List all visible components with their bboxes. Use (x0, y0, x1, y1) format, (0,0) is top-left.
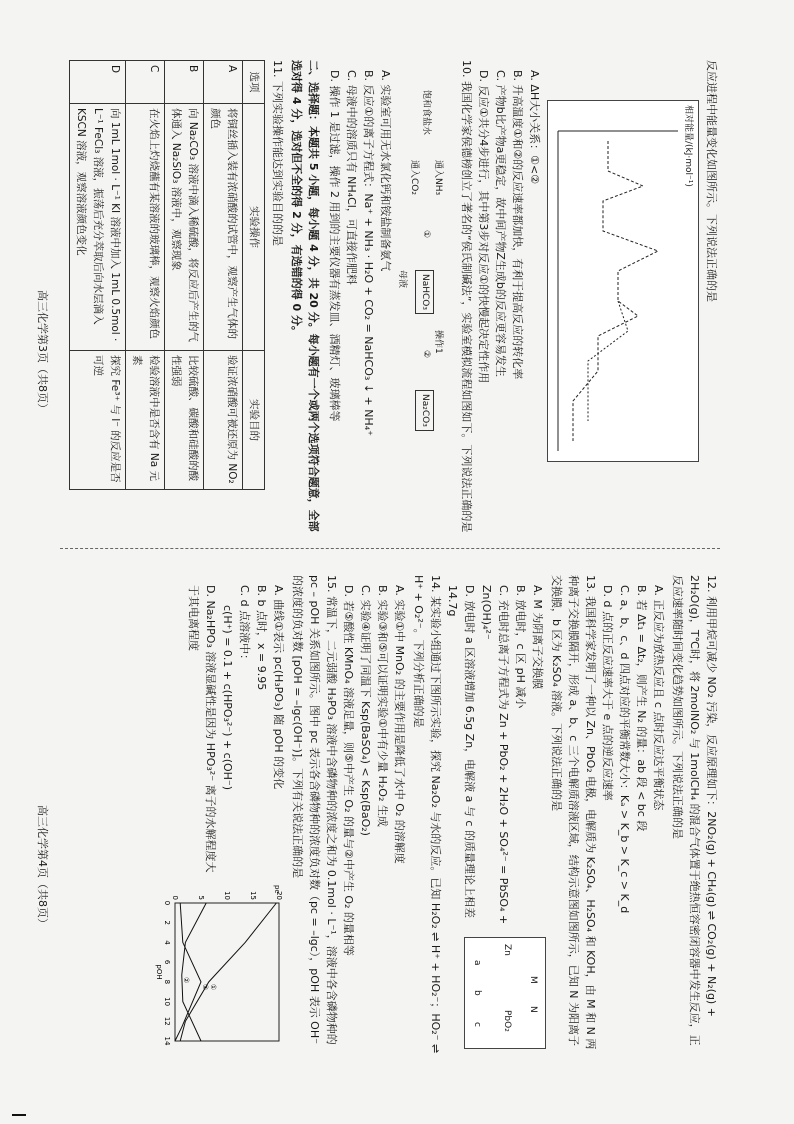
x-tick-label: 8 (163, 979, 171, 985)
page-divider (60, 548, 720, 549)
q14-option-b: B. 实验③和⑤可以证明实验①中有少量 H₂O₂ 生成 (376, 585, 389, 827)
table-header-purpose: 实验目的 (243, 351, 265, 490)
table-cell: 向 1mL 1mol · L⁻¹ KI 溶液中加入 1mL 0.5mol · L⁻¹ FeCl₃ 溶液，振荡后充分萃取后向水层滴入 KSCN 溶液，观察溶液颜色变化 (70, 104, 126, 351)
y-tick-label: 0 (171, 895, 179, 900)
page-4 (30, 575, 720, 1055)
y-tick-label: 15 (249, 891, 257, 900)
cell-label-a: a (472, 960, 482, 966)
q13-option-c: C. 充电时总离子方程式为 Zn + PbO₂ + 2H₂O + SO₄²⁻ = PbSO₄ + Zn(OH)₄²⁻ (480, 585, 510, 925)
series-label: ③ (201, 983, 209, 991)
q10-option-d: D. 操作 1 是过滤，操作 2 用到的主要仪器有蒸发皿、酒精灯、玻璃棒等 (328, 70, 341, 422)
pc-poh-chart (157, 881, 287, 1051)
q14-stem: 14. 某实验小组通过下图所示实验，探究 Na₂O₂ 与水的反应。已知 H₂O₂ ⇌ H⁺ + HO₂⁻；HO₂⁻ ⇌ H⁺ + O₂²⁻。下列分析正确的是 (412, 575, 442, 1054)
page-3-footer: 高三化学第3页（共8页） (36, 290, 49, 414)
table-cell: 检验溶液中是否含有 Na 元素 (126, 351, 165, 490)
y-tick-label: 10 (223, 891, 231, 900)
q11-stem: 11. 下列实验操作能达到实验目的的是 (271, 60, 284, 246)
cell-label-n: N (528, 1006, 538, 1013)
q12-option-a: A. 正反应为放热反应且 c 点时反应达平衡状态 (652, 585, 665, 811)
table-cell: B (165, 61, 204, 104)
flow-label-nh3: 通入NH₃ (433, 160, 443, 196)
table-row (165, 61, 204, 490)
experiment-table (69, 60, 265, 490)
energy-axis-title: 相对能量/(kJ·mol⁻¹) (683, 105, 693, 187)
x-tick-label: 14 (163, 1036, 171, 1046)
table-header-row (243, 61, 265, 490)
q10-option-c: C. 母液中的溶质只有 NH₄Cl，可直接作肥料 (345, 70, 358, 285)
flow-label-op1: 操作1 (433, 330, 443, 354)
y-tick-label: 20 (275, 891, 283, 900)
table-row (70, 61, 126, 490)
q10-option-b: B. 反应①的离子方程式：Na⁺ + NH₃ · H₂O + CO₂ = NaHCO₃ ↓ + NH₄⁺ (362, 70, 375, 436)
energy-diagram (547, 100, 699, 462)
q12-option-c: C. a、b、c、d 四点对应的平衡常数大小：Kₐ > K_b > K_c > K_d (618, 585, 631, 914)
flow-label-step1: ① (421, 230, 431, 239)
x-tick-label: 0 (163, 900, 171, 906)
q15-stem: 15. 常温下，二元弱酸 H₃PO₃ 溶液中含磷物种的浓度之和为 0.1mol · L⁻¹，溶液中各含磷物种的 pc – pOH 关系如图所示。图中 pc 表示各含磷物种的浓度负对数（pc = –lgc），pOH 表示 OH⁻ 的浓度的负对数 [pOH = –lgc(OH⁻)]。下列有关说法正确的是 (291, 575, 338, 1045)
cell-label-zn: Zn (502, 944, 512, 956)
table-cell: 向 Na₂CO₃ 溶液中滴入稀硫酸，将反应后产生的气体通入 Na₂SiO₃ 溶液中，观察现象 (165, 104, 204, 351)
series-label: ① (208, 983, 217, 991)
cell-label-m: M (528, 976, 538, 984)
q15-option-c-expr: c(H⁺) = 0.1 + c(HPO₃²⁻) + c(OH⁻) (221, 605, 234, 791)
table-cell: 在火焰上灼烧蘸有某溶液的玻璃棒，观察火焰颜色 (126, 104, 165, 351)
flow-label-step2: ② (421, 350, 431, 359)
flow-label-mother: 母液 (397, 270, 407, 289)
q12-stem: 12. 利用甲烷可减少 NO₂ 污染，反应原理如下：2NO₂(g) + CH₄(g) ⇌ CO₂(g) + N₂(g) + 2H₂O(g)，T℃时，将 2molNO₂ 与 1molCH₄ 的混合气体置于绝热恒容密闭容器中发生反应，正反应速率随时间变化趋势如图所示。下列说法正确的是 (671, 575, 718, 1046)
corner-mark (12, 1114, 26, 1116)
cell-label-pbo2: PbO₂ (502, 1010, 512, 1032)
q13-stem: 13. 我国科学家发明了一种以 Zn、PbO₂ 电极，电解质为 K₂SO₄、H₂SO₄ 和 KOH，由 M 和 N 两种离子交换膜隔开，形成 a、b、c 三个电解质溶液区域，结构示意图如图所示，已知 N 为阳离子交换膜，b 区为 K₂SO₄ 溶液。下列说法正确的是 (550, 575, 597, 1050)
q14-option-d: D. 若⑤酸性 KMnO₄ 溶液足量，则⑤中产生 O₂ 的量与②中产生 O₂ 的量相等 (342, 585, 355, 956)
table-header-operation: 实验操作 (243, 104, 265, 351)
table-cell: D (70, 61, 126, 104)
page-3 (30, 60, 720, 540)
q12-option-d: D. d 点的正反应速率大于 e 点的逆反应速率 (601, 585, 614, 801)
x-tick-label: 6 (163, 959, 171, 965)
flow-chart (396, 90, 456, 540)
table-cell: 验证浓硝酸可被还原为 NO₂ (204, 351, 243, 490)
q14-option-c: C. 实验④证明了同温下 Ksp(BaSO₄) < Ksp(BaO₂) (359, 585, 372, 836)
q13-option-b: B. 放电时，c 区 pH 减小 (514, 585, 527, 709)
series-line-3 (175, 903, 201, 1041)
y-axis-label: pc (273, 885, 281, 894)
series-line-1 (180, 903, 276, 1041)
table-cell: 将铜丝插入装有浓硝酸的试管中，观察产生气体的颜色 (204, 104, 243, 351)
q10-stem: 10. 我国化学家侯德榜创立了著名的“侯氏制碱法”，实验室模拟流程如图如下。下列说法正确的是 (460, 60, 473, 533)
cell-label-b: b (472, 990, 482, 996)
y-tick-label: 5 (197, 895, 205, 900)
table-row (126, 61, 165, 490)
cell-label-c: c (472, 1022, 482, 1027)
x-axis-label: pOH (155, 964, 163, 980)
q15-option-c: C. d 点溶液中： (238, 585, 251, 666)
battery-diagram (464, 937, 546, 1049)
x-tick-label: 2 (163, 920, 171, 925)
q13-option-d: D. 放电时 a 区溶液增加 6.5g Zn，电解液 a 与 c 的质量理论上相差 14.7g (446, 585, 476, 918)
q12-option-b: B. 若 Δt₁ = Δt₂，则产生 N₂ 的量：ab 段 < bc 段 (635, 585, 648, 832)
flow-label-brine: 饱和食盐水 (421, 90, 431, 136)
q14-option-a: A. 实验①中 MnO₂ 的主要作用是降低了水中 O₂ 的溶解度 (393, 585, 406, 864)
q9-option-b: B. 升高温度①和②的反应速率都加快，有利于提高反应的转化率 (511, 70, 524, 380)
table-cell: C (126, 61, 165, 104)
q15-option-a: A. 曲线①表示 pc(H₃PO₃) 随 pOH 的变化 (272, 585, 285, 790)
table-row (204, 61, 243, 490)
q9-option-c: C. 产物b比产物a更稳定，故中间产物Z生成b的反应更容易发生 (494, 70, 507, 377)
q9-option-a: A. ΔH大小关系：①<② (528, 70, 541, 185)
x-tick-label: 4 (163, 940, 171, 945)
x-tick-label: 10 (163, 997, 171, 1007)
q9-stem: 反应进程中能量变化如图所示。下列说法正确的是 (705, 60, 718, 302)
series-label: ② (181, 976, 190, 984)
q15-option-d: D. Na₂HPO₃ 溶液显碱性是因为 HPO₃²⁻ 离子的水解程度大于其电离程度 (187, 585, 217, 873)
plot-frame (175, 903, 279, 1041)
flow-label-co2: 通入CO₂ (409, 160, 419, 195)
q9-option-d: D. 反应①共分4步进行，其中第3步对反应①的快慢起决定性作用 (477, 70, 490, 384)
table-cell: A (204, 61, 243, 104)
table-header-option: 选项 (243, 61, 265, 104)
page-4-footer: 高三化学第4页（共8页） (36, 805, 49, 929)
flow-label-nahco3: NaHCO₃ (415, 270, 434, 314)
section-2-heading: 二、选择题：本题共 5 小题，每小题 4 分，共 20 分。每小题有一个或两个选项符合题意，全部选对得 4 分，选对但不全的得 2 分，有选错的得 0 分。 (290, 60, 320, 532)
q15-option-b: B. b 点时，x = 9.95 (255, 585, 268, 691)
pc-poh-chart-svg (157, 881, 287, 1051)
table-cell: 比较硫酸、碳酸和硅酸的酸性强弱 (165, 351, 204, 490)
flow-label-na2co3: Na₂CO₃ (415, 390, 434, 431)
q10-option-a: A. 实验室可用无水氯化钙和铵盐制备氨气 (379, 70, 392, 272)
x-tick-label: 12 (163, 1016, 171, 1026)
table-cell: 探究 Fe³⁺ 与 I⁻ 的反应是否可逆 (70, 351, 126, 490)
energy-profile-svg (548, 101, 698, 461)
q13-option-a: A. M 为阴离子交换膜 (531, 585, 544, 690)
